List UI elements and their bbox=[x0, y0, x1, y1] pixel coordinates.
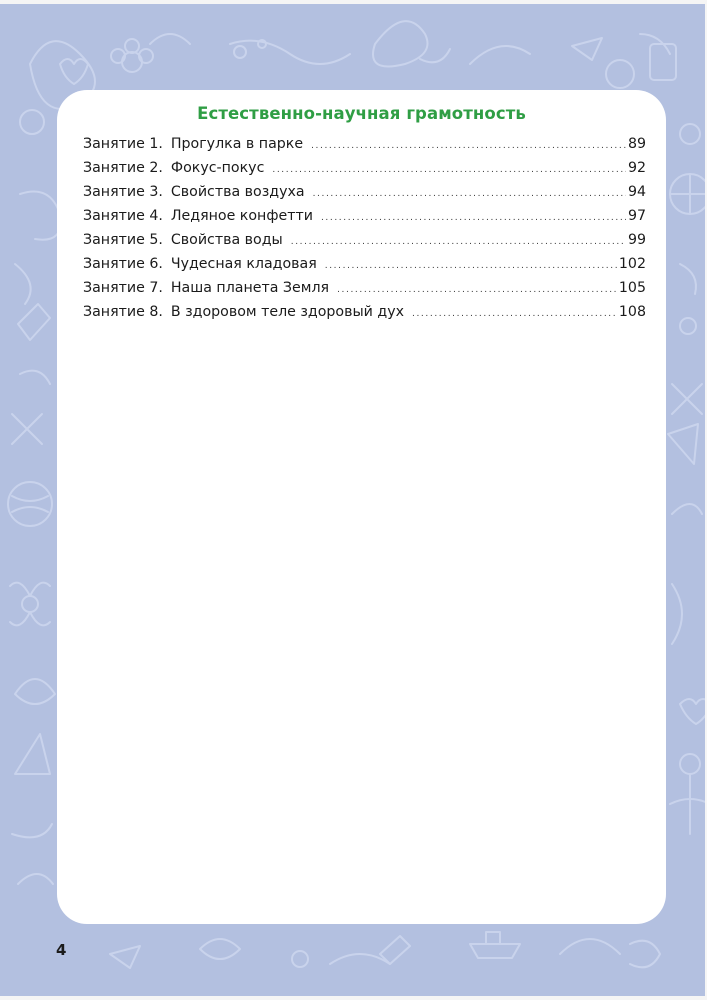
toc-entry-number: Занятие 3. bbox=[83, 184, 163, 200]
page-background bbox=[0, 4, 705, 996]
toc-entry-title: Свойства воздуха bbox=[170, 184, 305, 200]
toc-entry[interactable] bbox=[83, 208, 646, 232]
toc-entry-title: Свойства воды bbox=[170, 232, 283, 248]
toc-entry-page: 92 bbox=[627, 160, 646, 176]
toc-entry-page: 105 bbox=[618, 280, 646, 296]
toc-dot-leader bbox=[321, 213, 626, 223]
toc-entry[interactable] bbox=[83, 232, 646, 256]
toc-dot-leader bbox=[325, 261, 617, 271]
page-number: 4 bbox=[56, 941, 67, 959]
toc-entry-number: Занятие 7. bbox=[83, 280, 163, 296]
toc-dot-leader bbox=[337, 285, 617, 295]
toc-entry-number: Занятие 1. bbox=[83, 136, 163, 152]
toc-entry-number: Занятие 6. bbox=[83, 256, 163, 272]
toc-dot-leader bbox=[311, 141, 626, 151]
toc-entry[interactable] bbox=[83, 304, 646, 328]
toc-entry-title: Прогулка в парке bbox=[170, 136, 304, 152]
toc-dot-leader bbox=[291, 237, 626, 247]
toc-entry-title: Ледяное конфетти bbox=[170, 208, 313, 224]
toc-entry-title: В здоровом теле здоровый дух bbox=[170, 304, 405, 320]
toc-entry-number: Занятие 2. bbox=[83, 160, 163, 176]
toc-entry-page: 99 bbox=[627, 232, 646, 248]
toc-entry-page: 102 bbox=[618, 256, 646, 272]
toc-entry-number: Занятие 4. bbox=[83, 208, 163, 224]
toc-entry-page: 89 bbox=[627, 136, 646, 152]
toc-entry-page: 97 bbox=[627, 208, 646, 224]
toc-entry-page: 108 bbox=[618, 304, 646, 320]
toc-entry[interactable] bbox=[83, 256, 646, 280]
toc-entry-title: Фокус-покус bbox=[170, 160, 265, 176]
toc-entry-number: Занятие 8. bbox=[83, 304, 163, 320]
toc-entry[interactable] bbox=[83, 184, 646, 208]
toc-dot-leader bbox=[272, 165, 626, 175]
toc-entry[interactable] bbox=[83, 280, 646, 304]
toc-dot-leader bbox=[412, 309, 617, 319]
toc-entry-title: Наша планета Земля bbox=[170, 280, 330, 296]
toc-entry-title: Чудесная кладовая bbox=[170, 256, 317, 272]
toc-entry[interactable] bbox=[83, 160, 646, 184]
content-card bbox=[57, 90, 666, 924]
section-title: Естественно-научная грамотность bbox=[197, 104, 526, 123]
toc-entry[interactable] bbox=[83, 136, 646, 160]
table-of-contents bbox=[83, 136, 646, 328]
toc-dot-leader bbox=[313, 189, 626, 199]
toc-entry-number: Занятие 5. bbox=[83, 232, 163, 248]
toc-entry-page: 94 bbox=[627, 184, 646, 200]
